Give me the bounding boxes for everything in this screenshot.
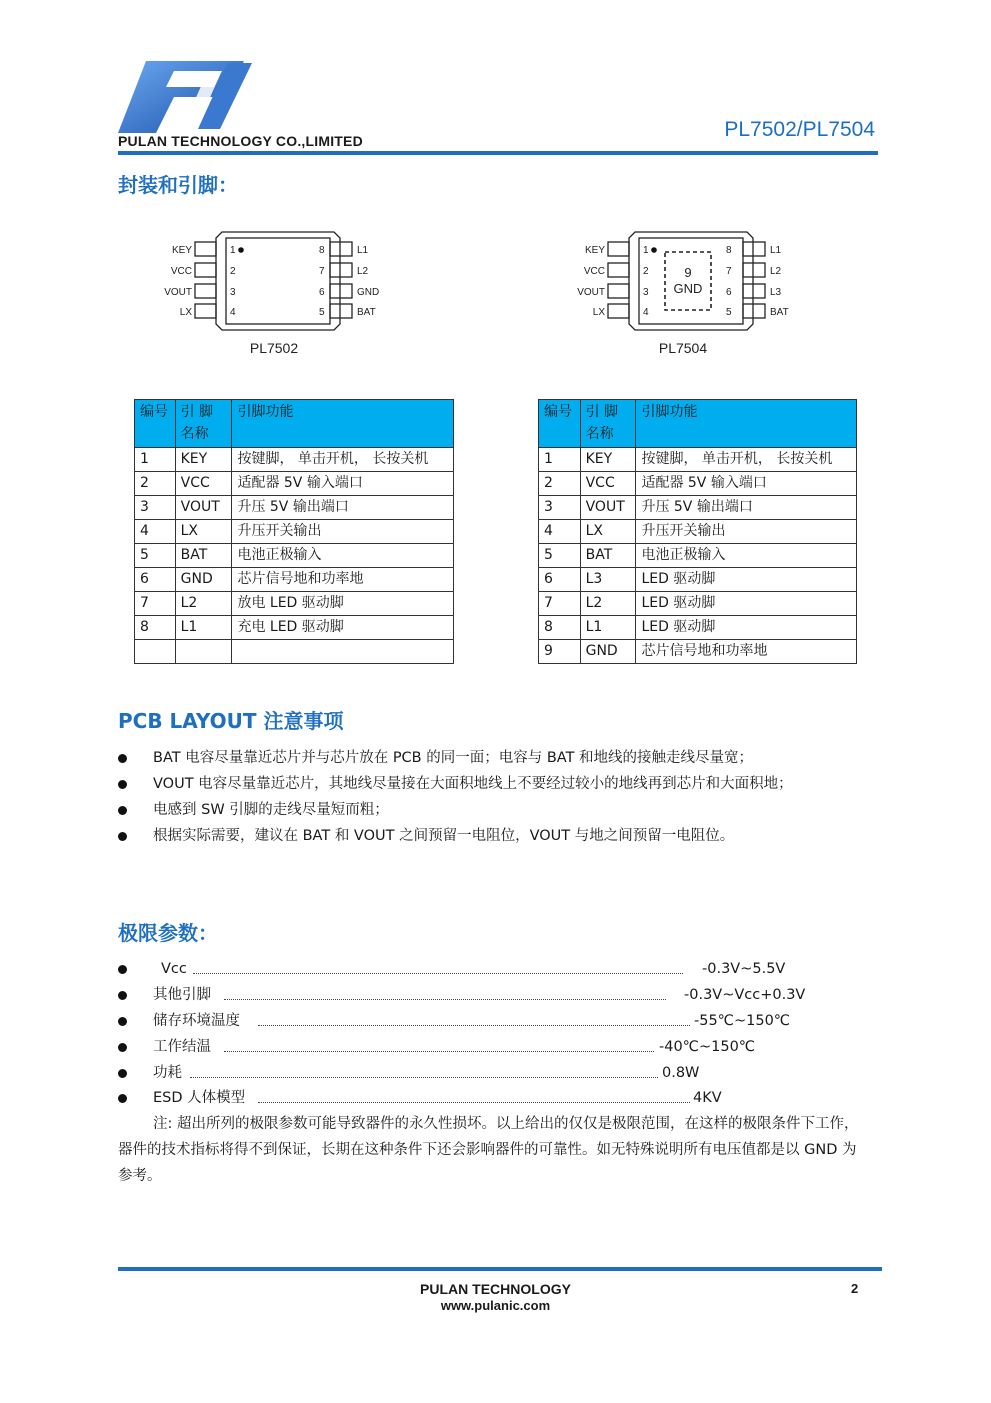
pl7502-pin-num: 1: [230, 245, 236, 256]
spec-row: [118, 956, 786, 982]
bullet-text: BAT 电容尽量靠近芯片并与芯片放在 PCB 的同一面；电容与 BAT 和地线的接触走线尽量宽；: [153, 750, 754, 766]
spec-row: [118, 1085, 722, 1111]
spec-value: -0.3V~Vcc+0.3V: [684, 987, 806, 1003]
page-number: 2: [851, 1281, 859, 1296]
dot-leader: [258, 1025, 690, 1026]
dot-leader: [224, 1051, 654, 1052]
pl7504-pin-num: 4: [643, 307, 649, 318]
table-row: [135, 592, 454, 616]
pl7504-pin-num: 5: [726, 307, 732, 318]
pl7504-pin-label: KEY: [584, 245, 605, 256]
header-cell: 编号: [135, 400, 176, 448]
pin-function: 升压 5V 输出端口: [232, 496, 454, 520]
pl7502-caption: PL7502: [249, 340, 299, 356]
pl7504-pin-num: 8: [726, 245, 732, 256]
bullet-icon: [118, 832, 127, 841]
spec-row: [118, 1034, 756, 1060]
bullet-icon: [118, 991, 127, 1000]
pin-number: 4: [135, 520, 176, 544]
pin-number: 6: [539, 568, 581, 592]
pl7504-pin-label: L1: [770, 245, 782, 256]
bullet-icon: [118, 780, 127, 789]
limits-note: [118, 1111, 863, 1189]
limits-section-title: 极限参数：: [118, 921, 218, 945]
pin-name: GND: [175, 568, 232, 592]
pin-function: 适配器 5V 输入端口: [636, 472, 857, 496]
table-row: [539, 640, 857, 664]
pl7502-pin-num: 5: [319, 307, 325, 318]
pin-name: VOUT: [175, 496, 232, 520]
table-header-row: [135, 400, 454, 448]
pin-name: KEY: [175, 448, 232, 472]
pin-name: [175, 640, 232, 664]
pl7504-pin-table: [538, 399, 857, 664]
pad-label: GND: [673, 281, 703, 296]
spec-name: 储存环境温度: [153, 1013, 240, 1029]
table-row: [135, 472, 454, 496]
pl7502-pin-label: L1: [357, 245, 369, 256]
bullet-icon: [118, 806, 127, 815]
pin-number: 7: [539, 592, 581, 616]
pin-function: 升压开关输出: [232, 520, 454, 544]
table-row: [135, 544, 454, 568]
pin-number: 5: [539, 544, 581, 568]
table-row: [539, 568, 857, 592]
pl7504-pin-num: 6: [726, 287, 732, 298]
pl7504-caption: PL7504: [658, 340, 708, 356]
list-item: [118, 823, 863, 849]
note-text: 注: 超出所列的极限参数可能导致器件的永久性损坏。以上给出的仅仅是极限范围，在这样的极限条件下工作， 器件的技术指标将得不到保证，长期在这种条件下还会影响器件的可靠性。如无特殊说明所有电压值都是以 GND 为参考。: [118, 1116, 859, 1184]
pin-function: 芯片信号地和功率地: [636, 640, 857, 664]
pl7502-pin-num: 8: [319, 245, 325, 256]
bullet-text: 根据实际需要，建议在 BAT 和 VOUT 之间预留一电阻位，VOUT 与地之间预留一电阻位。: [153, 828, 735, 844]
header-cell: 引 脚名称: [580, 400, 636, 448]
pl7502-pin-label: L2: [357, 266, 369, 277]
bullet-icon: [118, 965, 127, 974]
table-row: [539, 544, 857, 568]
pl7502-pin-label: BAT: [357, 307, 376, 318]
header-cell: 引 脚名称: [175, 400, 232, 448]
list-item: [118, 745, 863, 771]
bullet-icon: [118, 754, 127, 763]
pl7504-pin-label: VCC: [583, 266, 605, 277]
dot-leader: [193, 973, 683, 974]
pin-function: LED 驱动脚: [636, 568, 857, 592]
pl7504-package-diagram: [563, 230, 813, 365]
pl7502-pin-table: [134, 399, 454, 664]
pin-number: 3: [135, 496, 176, 520]
pl7502-pin-num: 6: [319, 287, 325, 298]
table-row: [135, 568, 454, 592]
spec-name: ESD 人体模型: [153, 1090, 246, 1106]
pl7502-pin-label: GND: [357, 287, 380, 298]
pl7504-pin-num: 7: [726, 266, 732, 277]
package-section-title: 封装和引脚：: [118, 173, 238, 197]
dot-leader: [190, 1077, 658, 1078]
pin-number: 9: [539, 640, 581, 664]
pin-number: [135, 640, 176, 664]
pin-name: BAT: [580, 544, 636, 568]
pin-function: 升压开关输出: [636, 520, 857, 544]
pin-name: LX: [175, 520, 232, 544]
pl7504-pin-label: VOUT: [577, 287, 605, 298]
bullet-text: 电感到 SW 引脚的走线尽量短而粗；: [153, 802, 389, 818]
pin-name: VCC: [175, 472, 232, 496]
table-row: [539, 616, 857, 640]
header-divider: [118, 151, 878, 155]
spec-row: [118, 1008, 791, 1034]
spec-value: 0.8W: [662, 1065, 700, 1081]
bullet-text: VOUT 电容尽量靠近芯片，其地线尽量接在大面积地线上不要经过较小的地线再到芯片和大面积地；: [153, 776, 793, 792]
bullet-icon: [118, 1017, 127, 1026]
pl7502-pin-label: LX: [179, 307, 192, 318]
table-row: [539, 592, 857, 616]
pl7502-pin-num: 3: [230, 287, 236, 298]
pin-function: 按键脚， 单击开机， 长按关机: [636, 448, 857, 472]
pulan-logo-icon: [116, 55, 252, 133]
pl7502-pin-label: VCC: [170, 266, 192, 277]
pin-function: [232, 640, 454, 664]
pin-name: VOUT: [580, 496, 636, 520]
pin-number: 4: [539, 520, 581, 544]
pcb-section-title: PCB LAYOUT 注意事项: [118, 709, 344, 733]
pin-name: VCC: [580, 472, 636, 496]
pin1-dot: [238, 247, 244, 253]
pin-name: KEY: [580, 448, 636, 472]
pin-name: L2: [580, 592, 636, 616]
pl7504-pin-label: BAT: [770, 307, 789, 318]
bullet-icon: [118, 1094, 127, 1103]
pin-function: 适配器 5V 输入端口: [232, 472, 454, 496]
product-title: PL7502/PL7504: [724, 118, 875, 141]
pin-name: LX: [580, 520, 636, 544]
spec-name: 功耗: [153, 1065, 182, 1081]
table-row: [135, 640, 454, 664]
pin-number: 7: [135, 592, 176, 616]
pin-function: 放电 LED 驱动脚: [232, 592, 454, 616]
pin-name: GND: [580, 640, 636, 664]
pin-number: 1: [135, 448, 176, 472]
pl7504-pin-num: 3: [643, 287, 649, 298]
table-row: [539, 496, 857, 520]
pin-number: 8: [539, 616, 581, 640]
company-name: PULAN TECHNOLOGY CO.,LIMITED: [118, 133, 363, 149]
pin-number: 5: [135, 544, 176, 568]
pin-name: L1: [175, 616, 232, 640]
pad-number: 9: [684, 265, 692, 280]
pl7502-pin-num: 2: [230, 266, 236, 277]
spec-name: 其他引脚: [153, 987, 211, 1003]
table-row: [135, 520, 454, 544]
bullet-icon: [118, 1069, 127, 1078]
pin-name: BAT: [175, 544, 232, 568]
spec-value: 4KV: [693, 1090, 722, 1106]
list-item: [118, 771, 863, 797]
pin-number: 8: [135, 616, 176, 640]
header-cell: 引脚功能: [232, 400, 454, 448]
pcb-notes-list: [118, 745, 863, 849]
table-row: [135, 496, 454, 520]
table-row: [135, 448, 454, 472]
footer-url[interactable]: www.pulanic.com: [440, 1298, 551, 1313]
pl7504-pin-num: 2: [643, 266, 649, 277]
spec-value: -40℃~150℃: [659, 1039, 756, 1055]
header-cell: 编号: [539, 400, 581, 448]
header-cell: 引脚功能: [636, 400, 857, 448]
pin-function: 按键脚， 单击开机， 长按关机: [232, 448, 454, 472]
dot-leader: [224, 999, 666, 1000]
pl7502-pin-num: 4: [230, 307, 236, 318]
table-row: [539, 448, 857, 472]
pin-function: 芯片信号地和功率地: [232, 568, 454, 592]
pin-number: 3: [539, 496, 581, 520]
pl7504-pin-num: 1: [643, 245, 649, 256]
pin-function: 电池正极输入: [232, 544, 454, 568]
pin-number: 1: [539, 448, 581, 472]
pl7502-pin-label: KEY: [171, 245, 192, 256]
pin-function: 升压 5V 输出端口: [636, 496, 857, 520]
pl7504-pin-label: L3: [770, 287, 782, 298]
footer-company: PULAN TECHNOLOGY: [420, 1281, 571, 1297]
footer-divider: [118, 1267, 882, 1271]
pin-number: 2: [135, 472, 176, 496]
pin1-dot: [651, 247, 657, 253]
table-header-row: [539, 400, 857, 448]
spec-name: 工作结温: [153, 1039, 211, 1055]
table-row: [539, 472, 857, 496]
pl7502-package-diagram: [150, 230, 400, 365]
spec-row: [118, 982, 806, 1008]
pin-number: 2: [539, 472, 581, 496]
bullet-icon: [118, 1043, 127, 1052]
pl7504-pin-label: LX: [592, 307, 605, 318]
pl7502-pin-label: VOUT: [164, 287, 192, 298]
table-row: [135, 616, 454, 640]
spec-value: -55℃~150℃: [694, 1013, 791, 1029]
spec-value: -0.3V~5.5V: [702, 961, 786, 977]
pl7504-pin-label: L2: [770, 266, 782, 277]
pin-function: 充电 LED 驱动脚: [232, 616, 454, 640]
pin-function: LED 驱动脚: [636, 616, 857, 640]
pin-number: 6: [135, 568, 176, 592]
pin-function: 电池正极输入: [636, 544, 857, 568]
dot-leader: [258, 1102, 690, 1103]
pin-name: L3: [580, 568, 636, 592]
pin-name: L1: [580, 616, 636, 640]
spec-name: Vcc: [161, 961, 187, 977]
list-item: [118, 797, 863, 823]
spec-row: [118, 1060, 718, 1086]
pin-function: LED 驱动脚: [636, 592, 857, 616]
table-row: [539, 520, 857, 544]
pl7502-pin-num: 7: [319, 266, 325, 277]
pin-name: L2: [175, 592, 232, 616]
